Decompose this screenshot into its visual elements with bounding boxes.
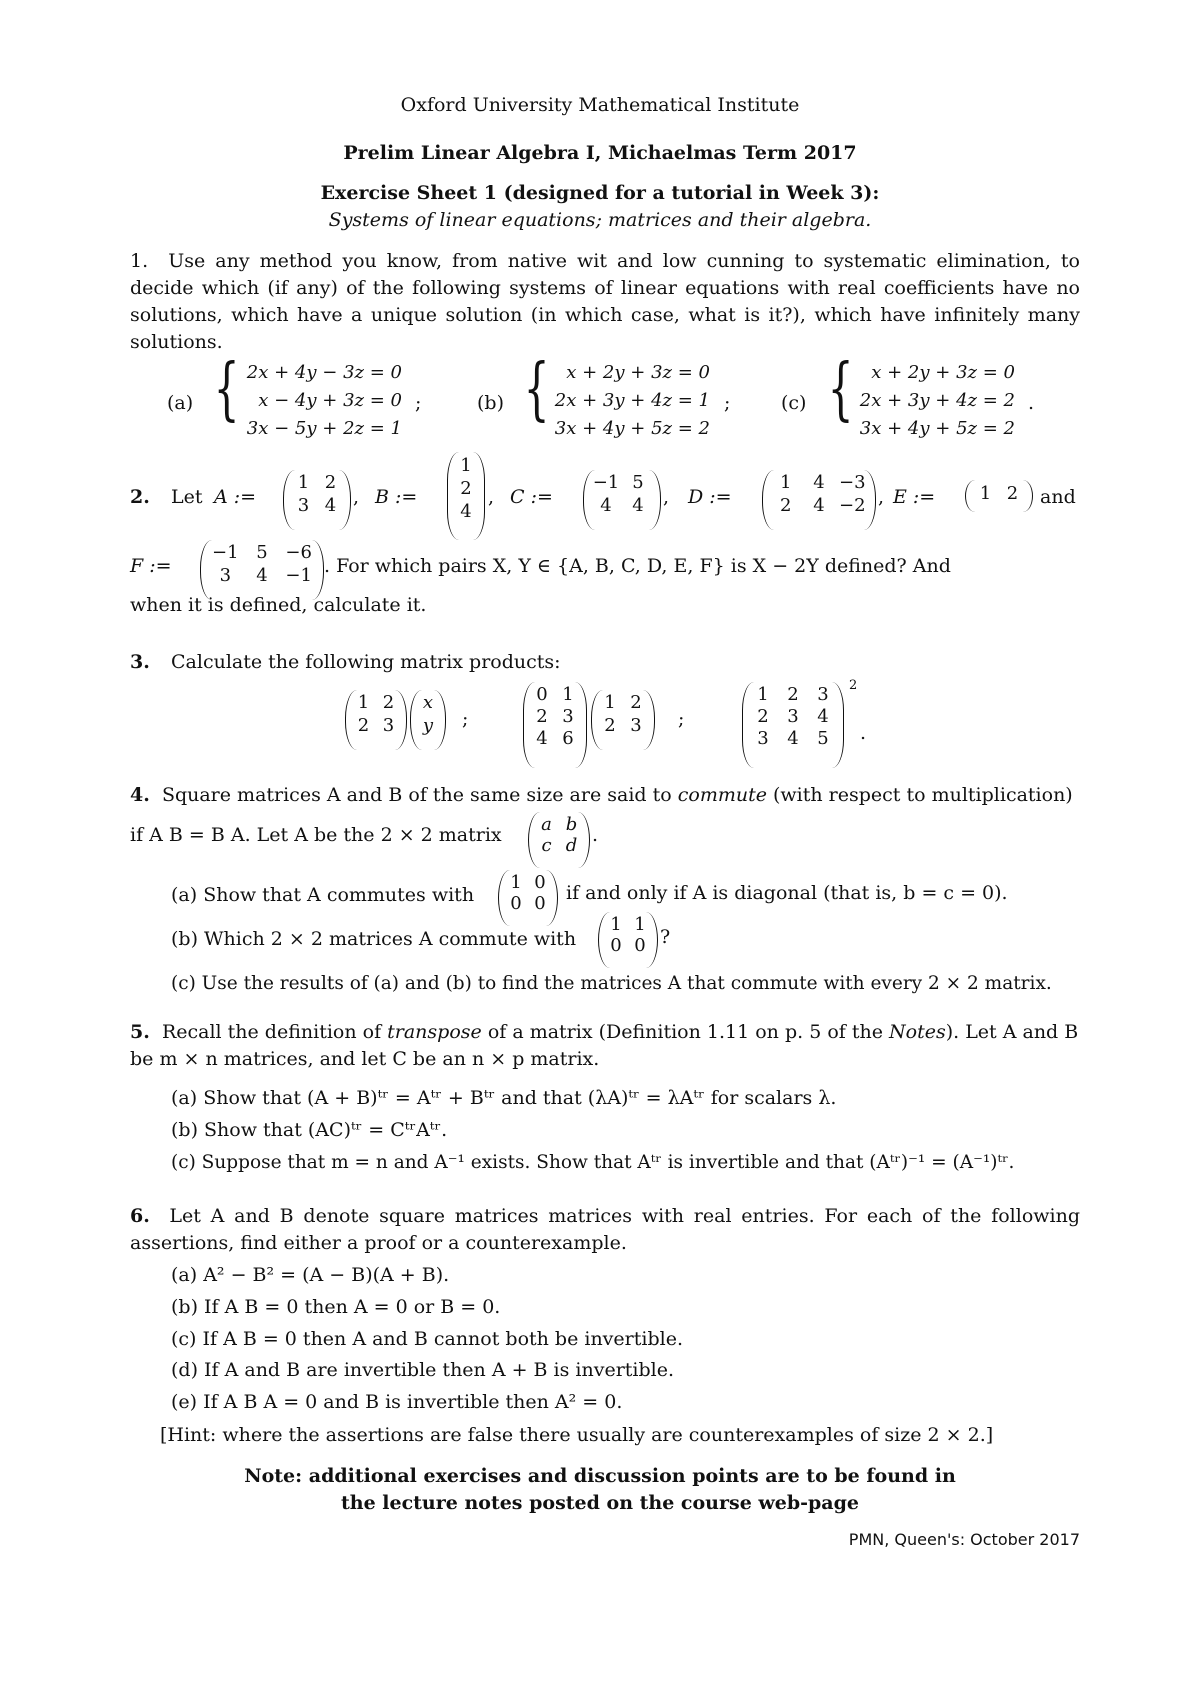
system-b-eq-1: x + 2y + 3z = 0: [566, 362, 710, 383]
matrix-cell: −2: [839, 495, 866, 516]
q4-matrix-b-item: [598, 912, 658, 968]
q1-number: 1.: [130, 250, 149, 272]
matrix-cell: d: [565, 835, 578, 856]
q4-number: 4.: [130, 784, 150, 806]
q2-number: 2.: [130, 486, 150, 508]
matrix-cell: x: [422, 692, 434, 713]
system-c-eq-3: 3x + 4y + 5z = 2: [859, 418, 1015, 439]
q5-item-c: (c) Suppose that m = n and A⁻¹ exists. Show that Aᵗʳ is invertible and that (Aᵗʳ)⁻¹ = (A⁻¹)ᵗʳ.: [171, 1152, 1015, 1173]
q5-transpose: transpose: [387, 1021, 482, 1043]
q5-line1-mid: of a matrix (Definition 1.11 on p. 5 of the: [481, 1021, 889, 1043]
matrix-cell: 2: [382, 692, 395, 713]
separator: ;: [462, 708, 469, 730]
matrix-cell: 5: [632, 472, 644, 493]
matrix-cell: a: [541, 814, 552, 835]
matrix-cell: 2: [536, 706, 548, 727]
course-title: Prelim Linear Algebra I, Michaelmas Term 2017: [343, 142, 857, 164]
q5-item-a: (a) Show that (A + B)ᵗʳ = Aᵗʳ + Bᵗʳ and that (λA)ᵗʳ = λAᵗʳ for scalars λ.: [171, 1087, 837, 1109]
matrix-cell: 4: [600, 495, 612, 516]
matrix-cell: 3: [562, 706, 574, 727]
q3-vector-xy: [410, 690, 446, 750]
matrix-cell: b: [565, 814, 578, 835]
system-c-label: (c): [781, 392, 807, 414]
q4-line2: if A B = B A. Let A be the 2 × 2 matrix: [130, 824, 502, 846]
system-b-eq-3: 3x + 4y + 5z = 2: [554, 418, 710, 439]
system-a-eq-3: 3x − 5y + 2z = 1: [246, 418, 402, 439]
q6-hint: [Hint: where the assertions are false there usually are counterexamples of size 2 × 2.]: [160, 1424, 994, 1446]
q3-text: Calculate the following matrix products:: [171, 651, 561, 673]
system-b-end: ;: [724, 392, 731, 414]
matrix-cell: 1: [757, 684, 769, 705]
q4-matrix-a-item: [498, 870, 558, 926]
note-line-1: Note: additional exercises and discussion points are to be found in: [244, 1465, 956, 1487]
separator: ;: [678, 708, 685, 730]
matrix-cell: 3: [757, 728, 769, 749]
matrix-cell: −1: [592, 472, 620, 493]
matrix-d: [762, 470, 876, 530]
matrix-cell: 3: [817, 684, 829, 705]
matrix-cell: 1: [510, 872, 522, 893]
matrix-cell: 2: [787, 684, 799, 705]
left-brace-icon: {: [523, 350, 550, 429]
matrix-cell: 0: [536, 684, 548, 705]
matrix-a: [283, 470, 351, 530]
q5-number: 5.: [130, 1021, 150, 1043]
system-a-eq-2: x − 4y + 3z = 0: [258, 390, 402, 411]
note-line-2: the lecture notes posted on the course web-page: [340, 1492, 859, 1514]
matrix-cell: 1: [297, 472, 310, 493]
matrix-cell: 4: [817, 706, 829, 727]
q2-a-name: A :=: [214, 486, 257, 508]
sheet-subtitle: Systems of linear equations; matrices and their algebra.: [328, 209, 872, 231]
q2-and: and: [1040, 486, 1076, 508]
q4-item-b-post: ?: [660, 926, 671, 948]
q4-item-c: (c) Use the results of (a) and (b) to find the matrices A that commute with every 2 × 2 matrix.: [171, 973, 1052, 994]
matrix-cell: 2: [757, 706, 769, 727]
system-c-end: .: [1028, 392, 1035, 414]
q5-line1: [130, 1021, 1078, 1043]
q1-text: Use any method you know, from native wit and low cunning to systematic elimination, to decide which (if any) of the following systems of linear equations with real coefficients have no solutions, which have a unique solution (in which case, what is it?), which have infinitely many solutions.: [130, 250, 1080, 353]
matrix-cell: 4: [813, 495, 825, 516]
comma: ,: [663, 486, 670, 508]
matrix-cell: 0: [634, 935, 646, 956]
q3-power: 2: [849, 678, 858, 693]
q2-f-name: F :=: [130, 555, 172, 577]
matrix-cell: 1: [357, 692, 370, 713]
q3-matrix-1a: [345, 690, 407, 750]
system-a-label: (a): [167, 392, 194, 414]
q3-matrix-3: [742, 682, 844, 768]
matrix-cell: 4: [632, 495, 644, 516]
matrix-cell: −3: [839, 472, 866, 493]
matrix-cell: 1: [634, 914, 646, 935]
matrix-cell: 2: [460, 478, 472, 499]
institute-name: Oxford University Mathematical Institute: [400, 94, 800, 116]
system-c-eq-2: 2x + 3y + 4z = 2: [859, 390, 1015, 411]
q3-end: .: [860, 722, 867, 744]
matrix-cell: 4: [536, 728, 548, 749]
matrix-cell: 1: [460, 455, 472, 476]
matrix-cell: 4: [787, 728, 799, 749]
matrix-cell: 6: [562, 728, 574, 749]
q2-d-name: D :=: [688, 486, 732, 508]
matrix-cell: 4: [460, 501, 472, 522]
matrix-cell: 2: [604, 715, 616, 736]
sheet-title: Exercise Sheet 1 (designed for a tutorial in Week 3):: [320, 182, 880, 204]
matrix-cell: 2: [630, 692, 642, 713]
matrix-cell: 1: [779, 472, 792, 493]
matrix-cell: 0: [534, 893, 546, 914]
matrix-cell: 0: [510, 893, 522, 914]
q4-item-a-pre: (a) Show that A commutes with: [171, 884, 475, 906]
matrix-cell: −1: [285, 565, 312, 586]
matrix-cell: 3: [787, 706, 799, 727]
q6-paragraph: [130, 1203, 1080, 1257]
matrix-cell: 3: [382, 715, 395, 736]
system-a-end: ;: [415, 392, 422, 414]
q4-line1-text: Square matrices A and B of the same size are said to: [161, 784, 678, 806]
q2-let: Let: [171, 486, 203, 508]
matrix-cell: 1: [979, 483, 992, 504]
system-b-eq-2: 2x + 3y + 4z = 1: [554, 390, 710, 411]
matrix-cell: y: [422, 715, 434, 736]
period: .: [592, 824, 599, 846]
q2-e-name: E :=: [893, 486, 936, 508]
q6-item-b: (b) If A B = 0 then A = 0 or B = 0.: [171, 1296, 501, 1318]
matrix-cell: 2: [357, 715, 370, 736]
matrix-cell: 2: [324, 472, 337, 493]
matrix-cell: 3: [297, 495, 310, 516]
comma: ,: [488, 486, 495, 508]
matrix-cell: 0: [610, 935, 622, 956]
q3-matrix-2b: [591, 690, 655, 750]
q6-number: 6.: [130, 1205, 150, 1227]
matrix-cell: 2: [779, 495, 792, 516]
matrix-cell: c: [541, 835, 552, 856]
q5-line2: be m × n matrices, and let C be an n × p matrix.: [130, 1048, 600, 1070]
footer-attribution: PMN, Queen's: October 2017: [848, 1530, 1080, 1549]
matrix-e: [965, 480, 1033, 512]
matrix-cell: 0: [534, 872, 546, 893]
q4-item-a-post: if and only if A is diagonal (that is, b = c = 0).: [566, 882, 1008, 904]
matrix-cell: 4: [324, 495, 337, 516]
matrix-cell: 1: [604, 692, 616, 713]
matrix-cell: −6: [285, 542, 312, 563]
q4-commute: commute: [677, 784, 767, 806]
comma: ,: [353, 486, 360, 508]
system-c-eq-1: x + 2y + 3z = 0: [871, 362, 1015, 383]
matrix-cell: 2: [1006, 483, 1019, 504]
left-brace-icon: {: [827, 350, 854, 429]
matrix-cell: 5: [256, 542, 268, 563]
comma: ,: [878, 486, 885, 508]
q4-item-b-pre: (b) Which 2 × 2 matrices A commute with: [171, 928, 577, 950]
matrix-cell: 4: [256, 565, 268, 586]
q5-line1-text: Recall the definition of: [161, 1021, 388, 1043]
q1-paragraph: [130, 248, 1080, 356]
q2-question-line2: when it is defined, calculate it.: [130, 594, 427, 616]
matrix-cell: 4: [813, 472, 825, 493]
q2-c-name: C :=: [510, 486, 553, 508]
q5-notes: Notes: [889, 1021, 946, 1043]
q6-item-d: (d) If A and B are invertible then A + B is invertible.: [171, 1359, 675, 1381]
matrix-cell: 1: [562, 684, 574, 705]
q6-text: Let A and B denote square matrices matrices with real entries. For each of the following assertions, find either a proof or a counterexample.: [130, 1205, 1080, 1254]
q6-item-e: (e) If A B A = 0 and B is invertible then A² = 0.: [171, 1391, 623, 1413]
q5-item-b: (b) Show that (AC)ᵗʳ = CᵗʳAᵗʳ.: [171, 1119, 448, 1141]
q2-b-name: B :=: [375, 486, 418, 508]
q4-matrix-a: [528, 812, 590, 868]
q2-question: . For which pairs X, Y ∈ {A, B, C, D, E, F} is X − 2Y defined? And: [324, 555, 951, 577]
matrix-cell: 1: [610, 914, 622, 935]
system-b-label: (b): [477, 392, 504, 414]
q6-item-c: (c) If A B = 0 then A and B cannot both be invertible.: [171, 1328, 683, 1350]
matrix-cell: 3: [630, 715, 642, 736]
q6-item-a: (a) A² − B² = (A − B)(A + B).: [171, 1264, 450, 1286]
matrix-c: [583, 470, 661, 530]
matrix-b: [447, 452, 485, 540]
matrix-cell: −1: [212, 542, 239, 563]
left-brace-icon: {: [213, 350, 240, 429]
q3-matrix-2a: [523, 682, 587, 768]
matrix-cell: 5: [817, 728, 829, 749]
q4-line1: [130, 784, 1073, 806]
q4-line1-post: (with respect to multiplication): [766, 784, 1073, 806]
q5-line1-post: ). Let A and B: [945, 1021, 1079, 1043]
matrix-f: [200, 540, 324, 600]
q3-number: 3.: [130, 651, 150, 673]
matrix-cell: 3: [219, 565, 232, 586]
system-a-eq-1: 2x + 4y − 3z = 0: [246, 362, 402, 383]
